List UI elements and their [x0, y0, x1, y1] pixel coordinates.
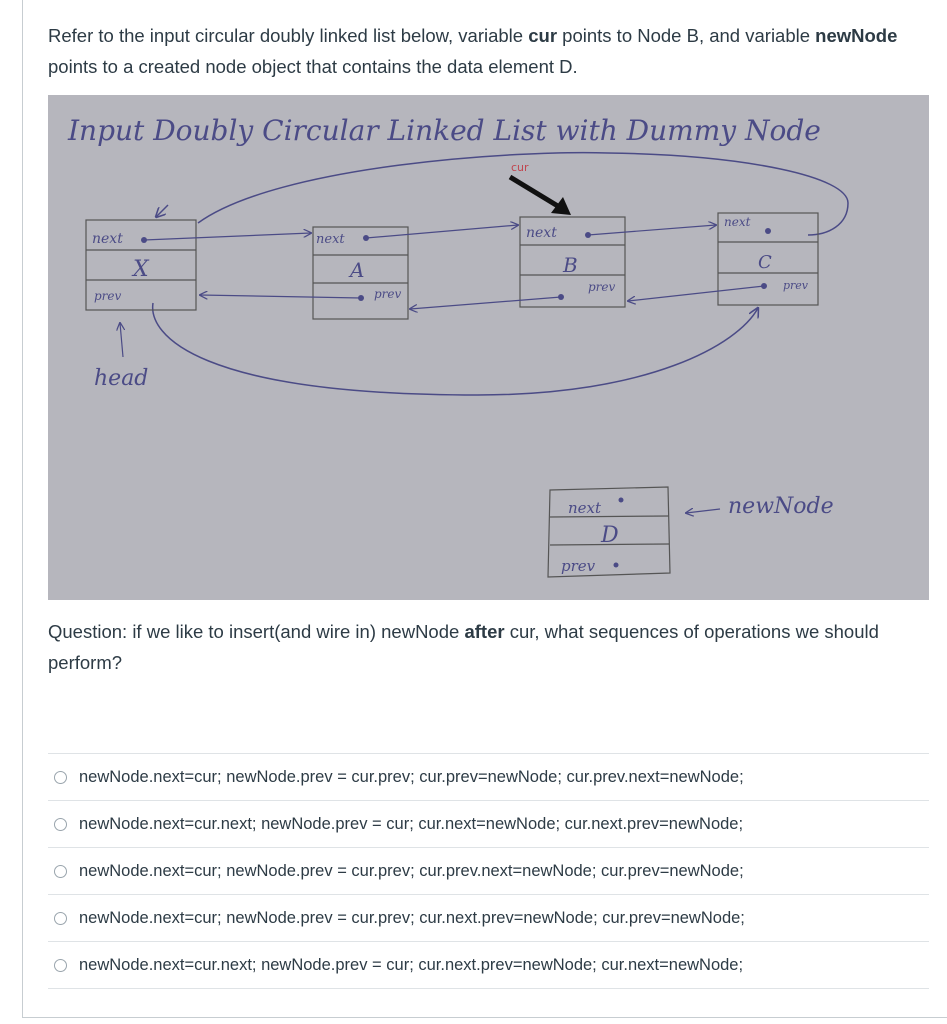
- answer-text: newNode.next=cur; newNode.prev = cur.prev; cur.prev.next=newNode; cur.prev=newNode;: [79, 861, 744, 880]
- newnode-label: newNode: [728, 494, 834, 519]
- radio-button[interactable]: [54, 959, 67, 972]
- svg-text:prev: prev: [588, 280, 616, 294]
- answer-option-2[interactable]: [48, 801, 929, 848]
- svg-text:prev: prev: [783, 279, 809, 292]
- prompt-text-3: points to a created node object that contains the data element D.: [48, 56, 578, 77]
- node-a: [313, 227, 408, 319]
- answer-list: [48, 753, 929, 989]
- svg-text:prev: prev: [374, 287, 402, 301]
- radio-button[interactable]: [54, 865, 67, 878]
- answer-option-1[interactable]: [48, 754, 929, 801]
- svg-text:X: X: [133, 257, 149, 282]
- svg-text:prev: prev: [94, 289, 122, 303]
- diagram-title: Input Doubly Circular Linked List with Dummy Node: [68, 114, 821, 147]
- answer-text: newNode.next=cur.next; newNode.prev = cur; cur.next.prev=newNode; cur.next=newNode;: [79, 955, 744, 974]
- prompt-newnode: newNode: [815, 25, 898, 46]
- head-label: head: [94, 366, 149, 391]
- answer-text: newNode.next=cur.next; newNode.prev = cur; cur.next=newNode; cur.next.prev=newNode;: [79, 814, 744, 833]
- question-text-1: Question: if we like to insert(and wire in) newNode: [48, 621, 465, 642]
- answer-option-3[interactable]: [48, 848, 929, 895]
- svg-text:next: next: [568, 499, 602, 517]
- node-b: [520, 217, 625, 307]
- radio-button[interactable]: [54, 818, 67, 831]
- radio-button[interactable]: [54, 912, 67, 925]
- question-emphasis: after: [464, 621, 505, 642]
- svg-text:prev: prev: [561, 557, 596, 575]
- node-x: [86, 220, 196, 310]
- svg-text:D: D: [601, 523, 619, 548]
- answer-option-4[interactable]: [48, 895, 929, 942]
- svg-text:next: next: [316, 232, 345, 247]
- question-text: [48, 616, 918, 678]
- svg-text:next: next: [724, 215, 751, 229]
- node-c: [718, 213, 818, 305]
- circular-prev-link: [153, 303, 758, 395]
- prompt-text-1: Refer to the input circular doubly linked list below, variable: [48, 25, 529, 46]
- answer-text: newNode.next=cur; newNode.prev = cur.prev; cur.next.prev=newNode; cur.prev=newNode;: [79, 908, 745, 927]
- svg-text:A: A: [350, 258, 365, 282]
- svg-text:B: B: [563, 253, 578, 277]
- svg-text:C: C: [758, 252, 772, 273]
- linked-list-diagram-image: [48, 95, 929, 600]
- question-prompt: [48, 20, 918, 82]
- svg-text:next: next: [526, 225, 557, 241]
- radio-button[interactable]: [54, 771, 67, 784]
- question-text-2: cur, what sequences of operations we should perform?: [48, 621, 879, 673]
- answer-option-5[interactable]: [48, 942, 929, 989]
- answer-text: newNode.next=cur; newNode.prev = cur.prev; cur.prev=newNode; cur.prev.next=newNode;: [79, 767, 744, 786]
- prompt-text-2: points to Node B, and variable: [557, 25, 816, 46]
- svg-text:next: next: [92, 231, 123, 247]
- node-d: [548, 487, 670, 577]
- prompt-cur: cur: [528, 25, 558, 46]
- cur-label: cur: [511, 161, 529, 174]
